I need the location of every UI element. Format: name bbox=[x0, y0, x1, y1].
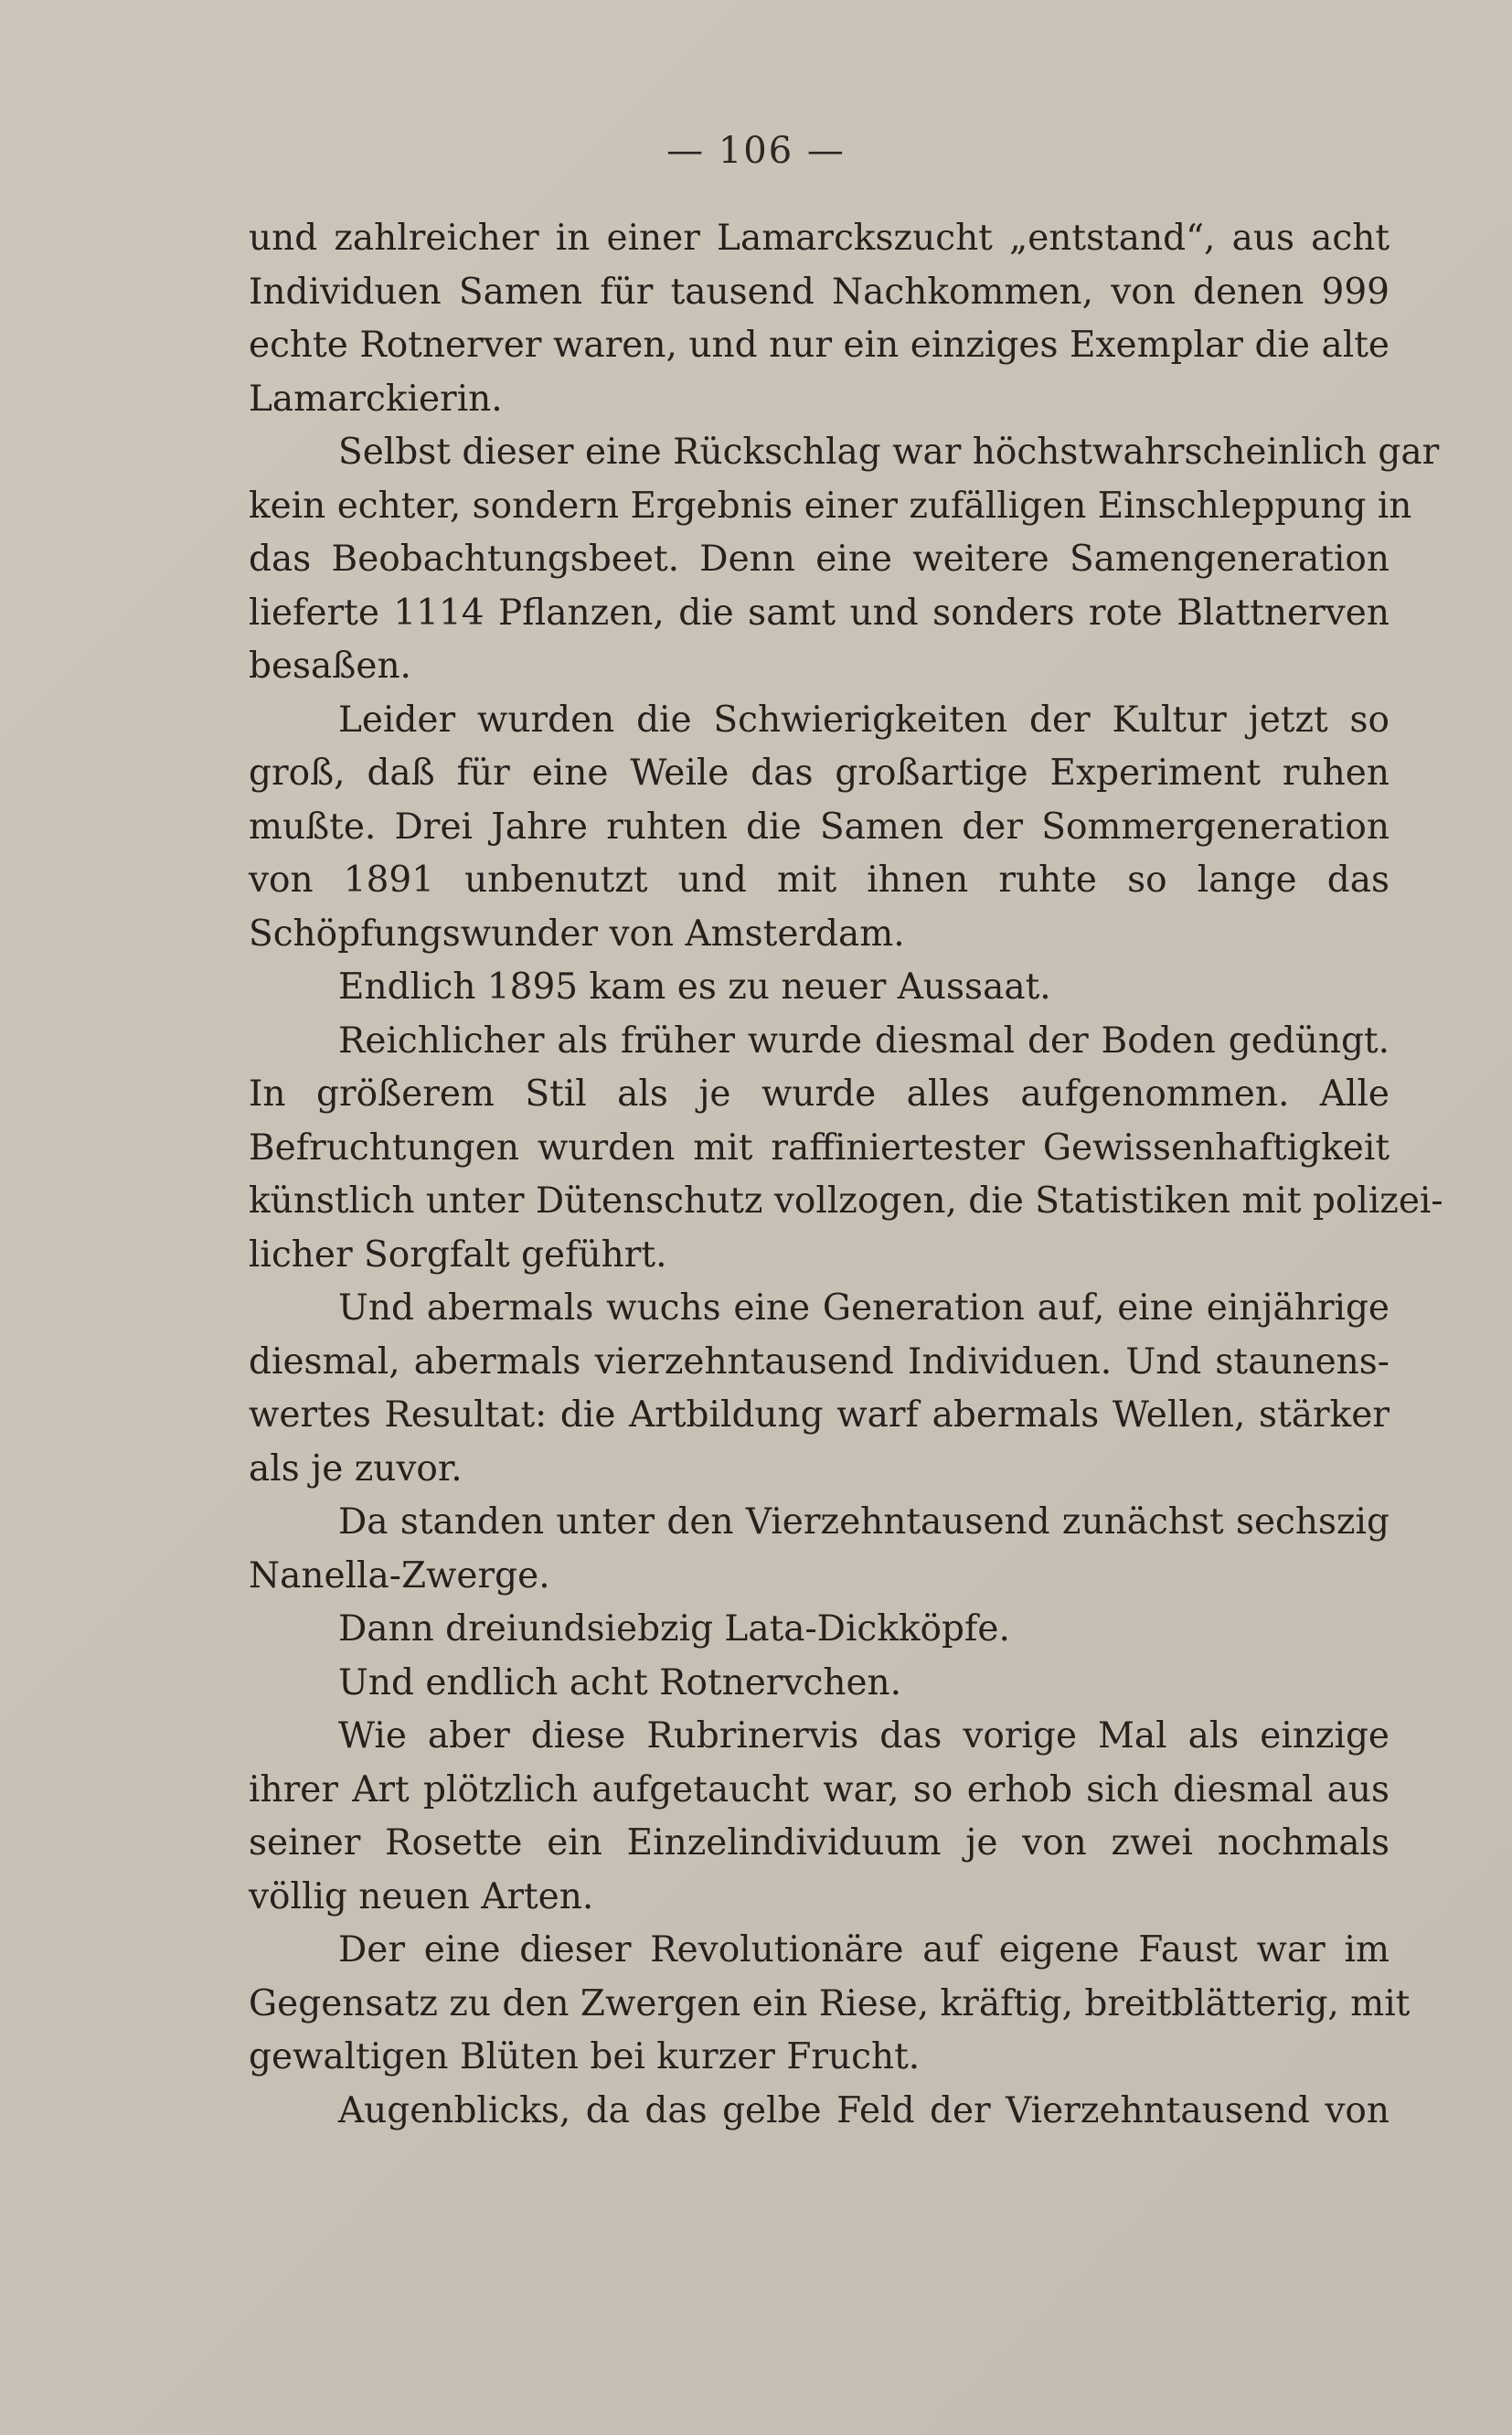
text-line: das Beobachtungsbeet. Denn eine weitere Samengeneration bbox=[249, 539, 1390, 580]
text-line: Individuen Samen für tausend Nachkommen, von denen 999 bbox=[249, 271, 1390, 313]
text-line: und zahlreicher in einer Lamarckszucht „entstand“, aus acht bbox=[249, 218, 1390, 259]
paragraph bbox=[249, 1496, 1390, 1603]
paragraph bbox=[249, 1015, 1443, 1283]
text-line: Befruchtungen wurden mit raffiniertester Gewissenhaftigkeit bbox=[249, 1127, 1390, 1169]
body-text bbox=[249, 212, 1443, 2138]
paragraph bbox=[249, 1710, 1390, 1924]
text-line: kein echter, sondern Ergebnis einer zufälligen Einschleppung in bbox=[249, 485, 1412, 527]
text-line: Reichlicher als früher wurde diesmal der Boden gedüngt. bbox=[338, 1020, 1390, 1062]
paragraph bbox=[249, 1603, 1390, 1657]
text-line: groß, daß für eine Weile das großartige Experiment ruhen bbox=[249, 753, 1390, 794]
paragraph bbox=[249, 1924, 1411, 2085]
text-line: wertes Resultat: die Artbildung warf abermals Wellen, stärker bbox=[249, 1394, 1390, 1436]
text-line: lieferte 1114 Pflanzen, die samt und sonders rote Blattnerven bbox=[249, 592, 1390, 634]
paragraph bbox=[249, 212, 1390, 426]
text-line: besaßen. bbox=[249, 646, 411, 687]
paragraph bbox=[249, 1657, 1390, 1711]
text-line: künstlich unter Dütenschutz vollzogen, die Statistiken mit polizei- bbox=[249, 1180, 1443, 1222]
paragraph bbox=[249, 2085, 1390, 2139]
text-line: von 1891 unbenutzt und mit ihnen ruhte so lange das bbox=[249, 860, 1390, 901]
text-line: licher Sorgfalt geführt. bbox=[249, 1234, 667, 1276]
text-line: Und abermals wuchs eine Generation auf, eine einjährige bbox=[338, 1287, 1390, 1329]
text-line: Und endlich acht Rotnervchen. bbox=[338, 1661, 902, 1703]
text-line: seiner Rosette ein Einzelindividuum je von zwei nochmals bbox=[249, 1822, 1390, 1864]
paragraph bbox=[249, 694, 1390, 962]
text-line: Leider wurden die Schwierigkeiten der Kultur jetzt so bbox=[338, 699, 1390, 741]
text-line: Dann dreiundsiebzig Lata-Dickköpfe. bbox=[338, 1608, 1010, 1650]
text-line: völlig neuen Arten. bbox=[249, 1875, 594, 1917]
text-line: Schöpfungswunder von Amsterdam. bbox=[249, 913, 905, 955]
paragraph bbox=[249, 426, 1440, 694]
text-line: Nanella-Zwerge. bbox=[249, 1554, 550, 1597]
text-line: diesmal, abermals vierzehntausend Individuen. Und staunens- bbox=[249, 1340, 1390, 1383]
text-line: mußte. Drei Jahre ruhten die Samen der Sommergeneration bbox=[249, 806, 1390, 848]
text-line: Endlich 1895 kam es zu neuer Aussaat. bbox=[338, 967, 1051, 1008]
text-line: Wie aber diese Rubrinervis das vorige Mal als einzige bbox=[338, 1715, 1390, 1757]
paragraph bbox=[249, 1282, 1390, 1496]
text-line: Der eine dieser Revolutionäre auf eigene Faust war im bbox=[338, 1929, 1390, 1970]
text-line: Augenblicks, da das gelbe Feld der Vierzehntausend von bbox=[338, 2089, 1390, 2131]
text-line: In größerem Stil als je wurde alles aufgenommen. Alle bbox=[249, 1073, 1390, 1115]
text-line: echte Rotnerver waren, und nur ein einziges Exemplar die alte bbox=[249, 325, 1390, 366]
text-line: gewaltigen Blüten bei kurzer Frucht. bbox=[249, 2036, 921, 2077]
paragraph bbox=[249, 961, 1390, 1015]
text-line: ihrer Art plötzlich aufgetaucht war, so erhob sich diesmal aus bbox=[249, 1768, 1390, 1810]
text-line: als je zuvor. bbox=[249, 1447, 463, 1490]
text-line: Da standen unter den Vierzehntausend zunächst sechszig bbox=[338, 1501, 1390, 1543]
text-line: Lamarckierin. bbox=[249, 378, 503, 420]
text-line: Gegensatz zu den Zwergen ein Riese, kräftig, breitblätterig, mit bbox=[249, 1982, 1411, 2024]
page-number: — 106 — bbox=[666, 130, 846, 172]
text-line: Selbst dieser eine Rückschlag war höchstwahrscheinlich gar bbox=[338, 432, 1440, 473]
